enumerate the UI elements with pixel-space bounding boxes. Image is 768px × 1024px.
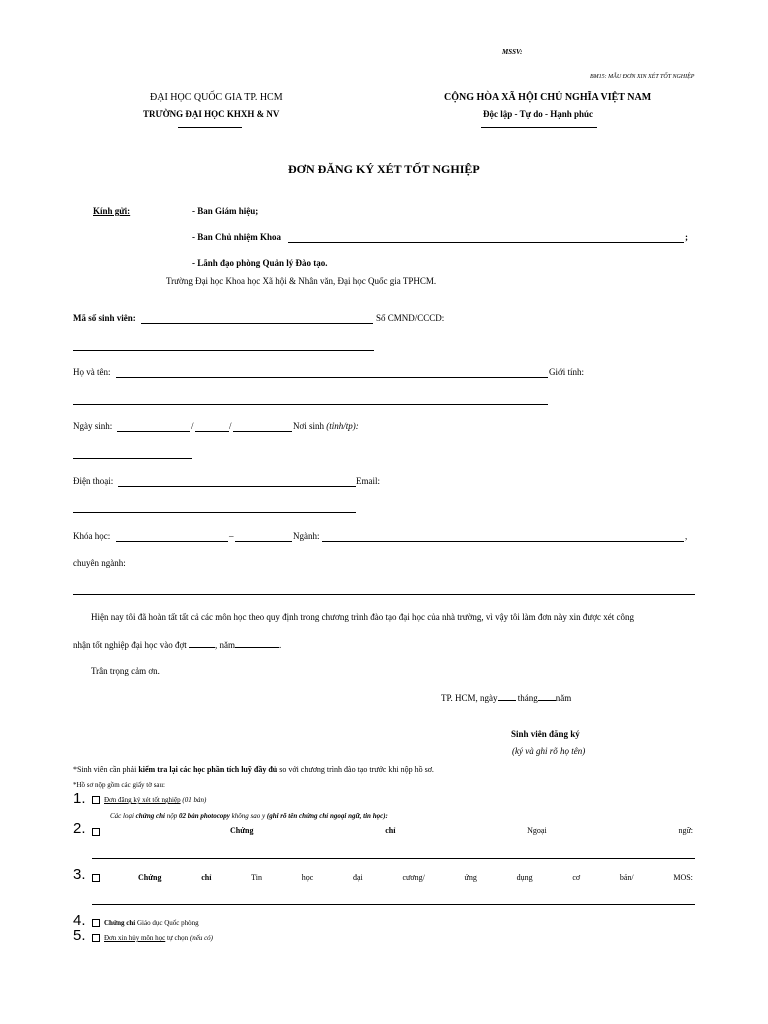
id-card-field[interactable] xyxy=(73,350,374,351)
item-1-text: Đơn đăng ký xét tốt nghiệp xyxy=(104,796,181,804)
specialization-label: chuyên ngành: xyxy=(73,558,126,568)
item-4-number: 4. xyxy=(73,912,86,929)
dob-label: Ngày sinh: xyxy=(73,421,113,431)
period: . xyxy=(279,640,282,650)
course-end-field[interactable] xyxy=(235,541,292,542)
phone-field[interactable] xyxy=(118,486,356,487)
birthplace-field[interactable] xyxy=(73,458,192,459)
item-3-text xyxy=(138,873,693,882)
sub-f: (ghi rõ tên chứng chỉ ngoại ngữ, tin học): xyxy=(266,812,388,820)
sub-e: không sao y xyxy=(229,812,267,820)
signer-title: Sinh viên đăng ký xyxy=(511,729,580,739)
birthplace-note: (tỉnh/tp): xyxy=(326,421,359,431)
recipient-2-end: ; xyxy=(685,232,688,242)
item-4 xyxy=(92,919,199,927)
specialization-field[interactable] xyxy=(73,594,695,595)
body-paragraph-line1: Hiện nay tôi đã hoàn tất tất cả các môn học theo quy định trong chương trình đào tạo đại học của nhà trường, vì vậy tôi làm đơn này xin được xét công xyxy=(91,612,635,622)
dob-month-field[interactable] xyxy=(195,431,229,432)
note-check-credits xyxy=(73,765,434,774)
sub-d: 02 bản photocopy xyxy=(178,812,230,820)
faculty-name-line[interactable] xyxy=(288,242,684,243)
item-2-word: Ngoại xyxy=(527,826,547,835)
round-field[interactable] xyxy=(189,647,215,648)
university-name: ĐẠI HỌC QUỐC GIA TP. HCM xyxy=(150,92,283,103)
item-3-word: chỉ xyxy=(201,873,212,882)
item-2-text xyxy=(230,826,693,835)
item-3-word: đại xyxy=(352,873,363,882)
student-id-label: Mã số sinh viên: xyxy=(73,313,136,323)
item-3-word: cương/ xyxy=(402,873,425,882)
recipient-label: Kính gửi: xyxy=(93,206,131,216)
date-day-field[interactable] xyxy=(498,700,516,701)
item-3-word: bản/ xyxy=(619,873,634,882)
date-line xyxy=(441,693,571,703)
cert-subheading xyxy=(110,812,388,820)
thanks-text: Trân trọng cảm ơn. xyxy=(91,666,160,676)
major-label: Ngành: xyxy=(293,531,320,541)
item-2-checkbox[interactable] xyxy=(92,828,100,836)
item-2-number: 2. xyxy=(73,820,86,837)
dob-slash-2: / xyxy=(229,421,232,431)
id-card-label: Số CMND/CCCD: xyxy=(376,313,445,323)
date-month-field[interactable] xyxy=(538,700,556,701)
recipient-2: - Ban Chủ nhiệm Khoa xyxy=(192,232,282,242)
item-1-number: 1. xyxy=(73,790,86,807)
form-code: BM15: MẪU ĐƠN XIN XÉT TỐT NGHIỆP xyxy=(590,74,695,80)
motto-underline xyxy=(481,127,597,128)
dob-slash-1: / xyxy=(191,421,194,431)
item-5-number: 5. xyxy=(73,927,86,944)
major-comma: , xyxy=(685,531,688,541)
item-3-word: MOS: xyxy=(673,873,693,882)
recipient-org: Trường Đại học Khoa học Xã hội & Nhân văn, Đại học Quốc gia TPHCM. xyxy=(166,276,437,286)
body-paragraph-line2 xyxy=(73,640,281,650)
phone-label: Điện thoại: xyxy=(73,476,114,486)
year-text: , năm xyxy=(215,640,235,650)
item-2-word: Chứng xyxy=(230,826,254,835)
date-month-text: tháng xyxy=(517,693,538,703)
item-3-word: Tin xyxy=(251,873,262,882)
item-2-word: ngữ: xyxy=(678,826,693,835)
item-3-word: dụng xyxy=(516,873,533,882)
item-5-note: (nếu có) xyxy=(189,934,214,942)
year-field[interactable] xyxy=(235,647,279,648)
item-4-text: Giáo dục Quốc phòng xyxy=(135,919,199,927)
item-3-number: 3. xyxy=(73,866,86,883)
birthplace-label: Nơi sinh (tỉnh/tp): xyxy=(293,421,359,431)
dob-day-field[interactable] xyxy=(117,431,190,432)
mssv-label: MSSV: xyxy=(502,48,523,56)
page-title: ĐƠN ĐĂNG KÝ XÉT TỐT NGHIỆP xyxy=(288,162,480,176)
course-label: Khóa học: xyxy=(73,531,111,541)
motto: Độc lập - Tự do - Hạnh phúc xyxy=(483,109,594,119)
item-5-text: Đơn xin hủy môn học xyxy=(104,934,166,942)
signer-note: (ký và ghi rõ họ tên) xyxy=(512,746,586,756)
note-1a: *Sinh viên cần phải xyxy=(73,765,139,774)
date-day-text: TP. HCM, ngày xyxy=(441,693,498,703)
gender-field[interactable] xyxy=(73,404,548,405)
date-year-text: năm xyxy=(555,693,572,703)
item-3-word: Chứng xyxy=(138,873,162,882)
recipient-1: - Ban Giám hiệu; xyxy=(192,206,259,216)
item-4-bold: Chứng chỉ xyxy=(104,919,136,927)
course-start-field[interactable] xyxy=(116,541,228,542)
item-3-word: học xyxy=(301,873,314,882)
item-2-word: chỉ xyxy=(385,826,396,835)
major-field[interactable] xyxy=(322,541,684,542)
item-3-word: ứng xyxy=(464,873,477,882)
email-field[interactable] xyxy=(73,512,356,513)
item-2-field[interactable] xyxy=(92,858,695,859)
dob-year-field[interactable] xyxy=(233,431,292,432)
note-documents: *Hồ sơ nộp gồm các giấy tờ sau: xyxy=(73,781,165,789)
faculty-underline xyxy=(178,127,242,128)
item-3-word: cơ xyxy=(572,873,581,882)
course-dash: – xyxy=(229,531,234,541)
item-5-checkbox[interactable] xyxy=(92,934,100,942)
recipient-3: - Lãnh đạo phòng Quản lý Đào tạo. xyxy=(192,258,328,268)
item-4-checkbox[interactable] xyxy=(92,919,100,927)
country-name: CỘNG HÒA XÃ HỘI CHỦ NGHĨA VIỆT NAM xyxy=(444,92,652,103)
item-1-note: (01 bản) xyxy=(182,796,207,804)
item-3-field[interactable] xyxy=(92,904,695,905)
sub-b: chứng chỉ xyxy=(135,812,165,820)
sub-c: nộp xyxy=(164,812,179,820)
round-text: nhận tốt nghiệp đại học vào đợt xyxy=(73,640,187,650)
email-label: Email: xyxy=(356,476,380,486)
student-id-field[interactable] xyxy=(141,323,373,324)
note-1c: so với chương trình đào tạo trước khi nộp hồ sơ. xyxy=(277,765,434,774)
gender-label: Giới tính: xyxy=(549,367,585,377)
faculty-name: TRƯỜNG ĐẠI HỌC KHXH & NV xyxy=(143,109,280,119)
full-name-label: Họ và tên: xyxy=(73,367,111,377)
note-1b: kiểm tra lại các học phần tích luỹ đầy đủ xyxy=(138,765,278,774)
item-1 xyxy=(92,796,206,804)
item-3-checkbox[interactable] xyxy=(92,874,100,882)
item-1-checkbox[interactable] xyxy=(92,796,100,804)
full-name-field[interactable] xyxy=(116,377,548,378)
item-5 xyxy=(92,934,213,942)
item-5-text2: tự chọn xyxy=(165,934,190,942)
sub-a: Các loại xyxy=(110,812,136,820)
